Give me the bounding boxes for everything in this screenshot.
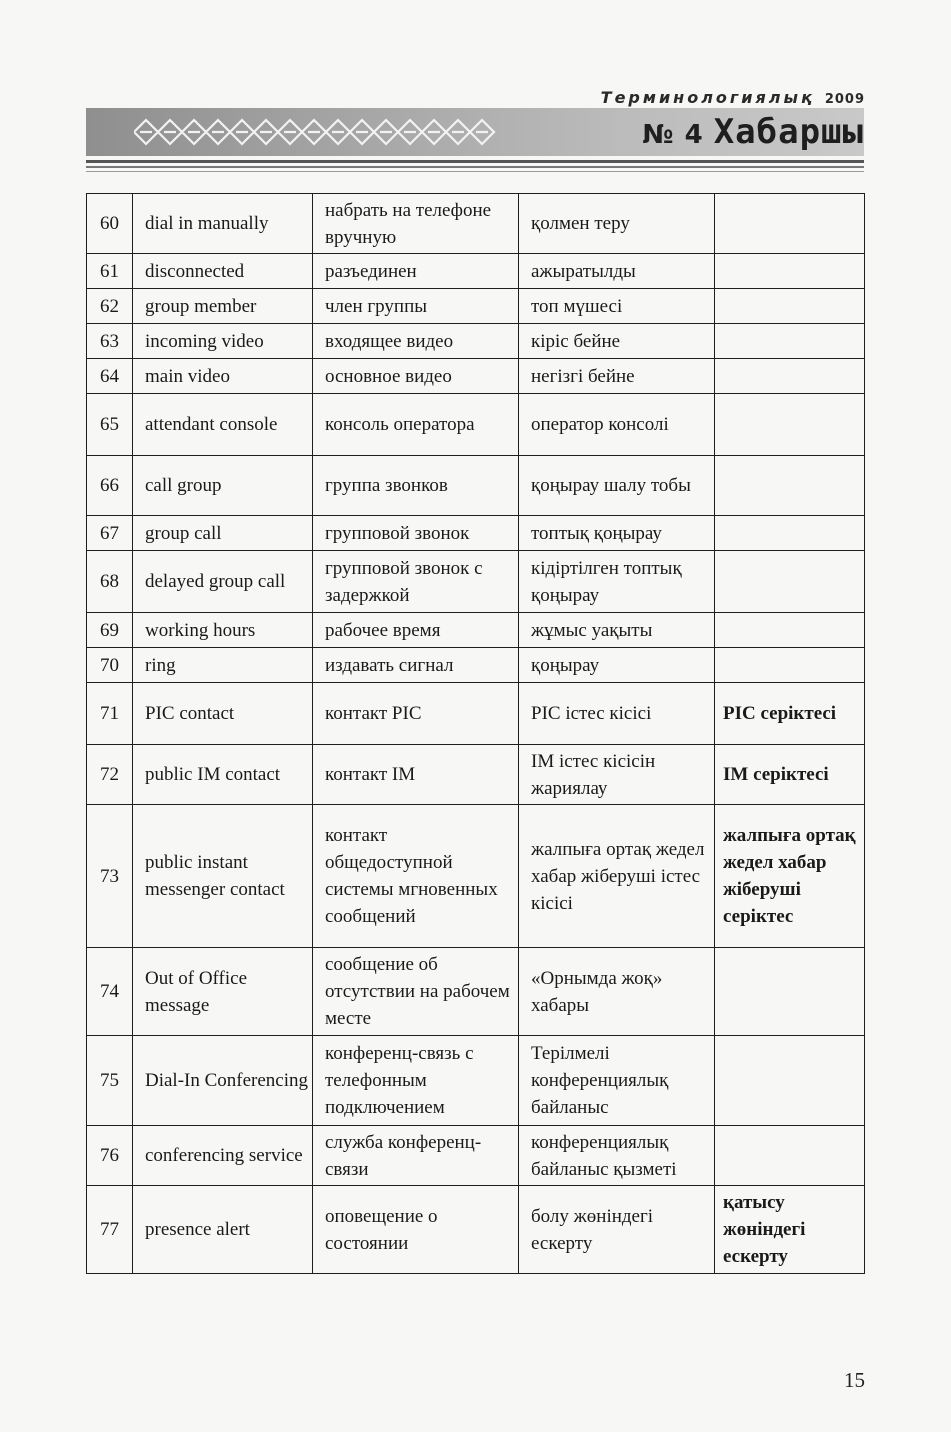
table-body <box>87 194 865 1274</box>
kazakh-term-cell: конференциялық байланыс қызметі <box>519 1126 715 1186</box>
term-number-cell: 64 <box>87 359 133 394</box>
kazakh-variant-cell <box>715 289 865 324</box>
english-term-cell: public instant messenger contact <box>133 805 313 948</box>
kazakh-term-cell: Терілмелі конференциялық байланыс <box>519 1036 715 1126</box>
russian-term-cell: консоль оператора <box>313 394 519 456</box>
russian-term-cell: групповой звонок с задержкой <box>313 551 519 613</box>
kazakh-term-cell: топ мүшесі <box>519 289 715 324</box>
russian-term-cell: контакт PIC <box>313 683 519 745</box>
kazakh-term-cell: болу жөніндегі ескерту <box>519 1186 715 1274</box>
english-term-cell: call group <box>133 456 313 516</box>
header-banner <box>86 108 864 156</box>
kazakh-term-cell: ажыратылды <box>519 254 715 289</box>
kazakh-variant-cell <box>715 613 865 648</box>
header-rule <box>86 166 864 168</box>
kazakh-variant-cell <box>715 324 865 359</box>
table-row <box>87 1036 865 1126</box>
page-header <box>0 0 951 180</box>
term-number-cell: 66 <box>87 456 133 516</box>
header-rule <box>86 171 864 172</box>
english-term-cell: main video <box>133 359 313 394</box>
english-term-cell: group call <box>133 516 313 551</box>
term-number-cell: 63 <box>87 324 133 359</box>
term-number-cell: 71 <box>87 683 133 745</box>
kazakh-term-cell: қолмен теру <box>519 194 715 254</box>
russian-term-cell: группа звонков <box>313 456 519 516</box>
journal-year: 2009 <box>824 92 865 107</box>
russian-term-cell: контакт общедоступной системы мгновенных сообщений <box>313 805 519 948</box>
english-term-cell: Out of Office message <box>133 948 313 1036</box>
table-row <box>87 551 865 613</box>
journal-name-line <box>601 88 865 107</box>
kazakh-term-cell: кіріс бейне <box>519 324 715 359</box>
kazakh-term-cell: кідіртілген топтық қоңырау <box>519 551 715 613</box>
kazakh-variant-cell <box>715 456 865 516</box>
russian-term-cell: групповой звонок <box>313 516 519 551</box>
english-term-cell: conferencing service <box>133 1126 313 1186</box>
header-rule <box>86 160 864 163</box>
english-term-cell: ring <box>133 648 313 683</box>
table-row <box>87 194 865 254</box>
table-row <box>87 948 865 1036</box>
table-row <box>87 683 865 745</box>
term-number-cell: 61 <box>87 254 133 289</box>
term-number-cell: 67 <box>87 516 133 551</box>
russian-term-cell: разъединен <box>313 254 519 289</box>
term-number-cell: 73 <box>87 805 133 948</box>
kazakh-term-cell: қоңырау <box>519 648 715 683</box>
english-term-cell: delayed group call <box>133 551 313 613</box>
russian-term-cell: сообщение об отсутствии на рабочем месте <box>313 948 519 1036</box>
kazakh-term-cell: негізгі бейне <box>519 359 715 394</box>
issue-number: № 4 <box>642 120 704 150</box>
term-number-cell: 72 <box>87 745 133 805</box>
russian-term-cell: рабочее время <box>313 613 519 648</box>
russian-term-cell: служба конференц-связи <box>313 1126 519 1186</box>
table-row <box>87 1126 865 1186</box>
kazakh-variant-cell <box>715 948 865 1036</box>
table-row <box>87 289 865 324</box>
kazakh-term-cell: қоңырау шалу тобы <box>519 456 715 516</box>
kazakh-variant-cell <box>715 1126 865 1186</box>
english-term-cell: incoming video <box>133 324 313 359</box>
table-row <box>87 805 865 948</box>
table-row <box>87 324 865 359</box>
russian-term-cell: основное видео <box>313 359 519 394</box>
english-term-cell: public IM contact <box>133 745 313 805</box>
kazakh-variant-cell <box>715 1036 865 1126</box>
page-number: 15 <box>844 1368 865 1392</box>
kazakh-variant-cell: PIC серіктесі <box>715 683 865 745</box>
issue-title-text: Хабаршы <box>713 112 864 152</box>
kazakh-variant-cell <box>715 648 865 683</box>
english-term-cell: group member <box>133 289 313 324</box>
issue-title <box>642 112 864 152</box>
term-number-cell: 65 <box>87 394 133 456</box>
kazakh-variant-cell: IM серіктесі <box>715 745 865 805</box>
table-row <box>87 456 865 516</box>
term-number-cell: 75 <box>87 1036 133 1126</box>
russian-term-cell: контакт IM <box>313 745 519 805</box>
table-row <box>87 1186 865 1274</box>
kazakh-variant-cell <box>715 551 865 613</box>
term-number-cell: 60 <box>87 194 133 254</box>
term-number-cell: 70 <box>87 648 133 683</box>
kazakh-variant-cell: қатысу жөніндегі ескерту <box>715 1186 865 1274</box>
russian-term-cell: набрать на телефоне вручную <box>313 194 519 254</box>
russian-term-cell: член группы <box>313 289 519 324</box>
kazakh-term-cell: PIC істес кісісі <box>519 683 715 745</box>
term-number-cell: 77 <box>87 1186 133 1274</box>
ornament-pattern <box>134 114 534 150</box>
kazakh-variant-cell <box>715 516 865 551</box>
english-term-cell: presence alert <box>133 1186 313 1274</box>
table-row <box>87 613 865 648</box>
kazakh-term-cell: «Орнымда жоқ» хабары <box>519 948 715 1036</box>
table-row <box>87 394 865 456</box>
kazakh-term-cell: топтық қоңырау <box>519 516 715 551</box>
table-row <box>87 745 865 805</box>
russian-term-cell: входящее видео <box>313 324 519 359</box>
table-row <box>87 648 865 683</box>
english-term-cell: working hours <box>133 613 313 648</box>
english-term-cell: attendant console <box>133 394 313 456</box>
term-number-cell: 69 <box>87 613 133 648</box>
kazakh-variant-cell <box>715 394 865 456</box>
english-term-cell: PIC contact <box>133 683 313 745</box>
russian-term-cell: конференц-связь с телефонным подключением <box>313 1036 519 1126</box>
kazakh-variant-cell <box>715 359 865 394</box>
terminology-table <box>86 193 865 1274</box>
english-term-cell: Dial-In Conferencing <box>133 1036 313 1126</box>
english-term-cell: disconnected <box>133 254 313 289</box>
term-number-cell: 62 <box>87 289 133 324</box>
table-row <box>87 516 865 551</box>
russian-term-cell: издавать сигнал <box>313 648 519 683</box>
kazakh-variant-cell <box>715 254 865 289</box>
english-term-cell: dial in manually <box>133 194 313 254</box>
journal-name: Терминологиялық <box>600 88 815 107</box>
kazakh-variant-cell: жалпыға ортақ жедел хабар жіберуші серіктес <box>715 805 865 948</box>
term-number-cell: 68 <box>87 551 133 613</box>
kazakh-term-cell: IM істес кісісін жариялау <box>519 745 715 805</box>
kazakh-variant-cell <box>715 194 865 254</box>
term-number-cell: 76 <box>87 1126 133 1186</box>
term-number-cell: 74 <box>87 948 133 1036</box>
russian-term-cell: оповещение о состоянии <box>313 1186 519 1274</box>
kazakh-term-cell: жалпыға ортақ жедел хабар жіберуші істес кісісі <box>519 805 715 948</box>
kazakh-term-cell: жұмыс уақыты <box>519 613 715 648</box>
table-row <box>87 359 865 394</box>
table-row <box>87 254 865 289</box>
kazakh-term-cell: оператор консолі <box>519 394 715 456</box>
